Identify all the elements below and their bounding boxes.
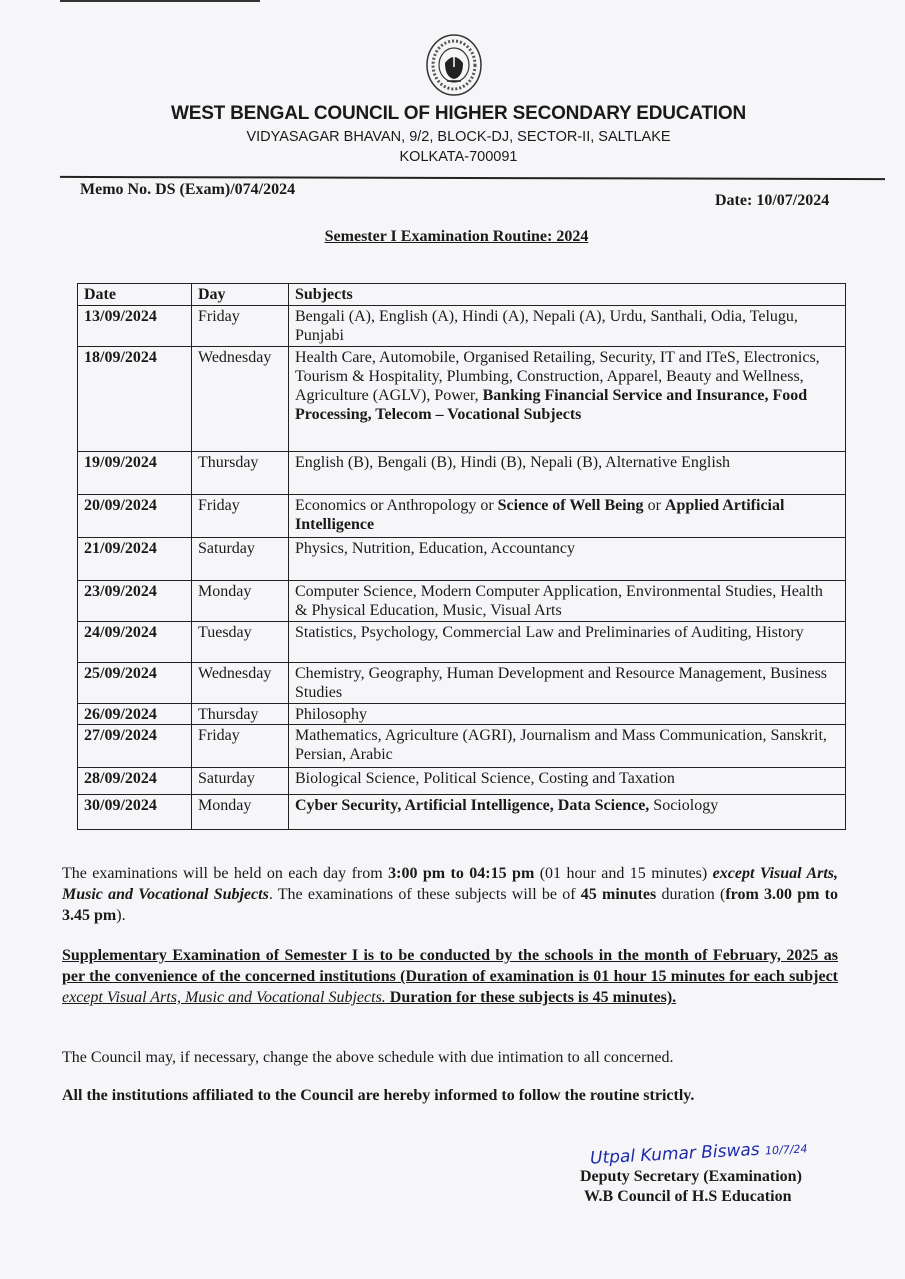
row-day: Monday [192, 581, 289, 622]
row-date: 20/09/2024 [78, 495, 192, 538]
table-row [78, 452, 846, 495]
table-row [78, 725, 846, 768]
row-day: Friday [192, 725, 289, 768]
timing-note: The examinations will be held on each day from 3:00 pm to 04:15 pm (01 hour and 15 minutes) except Visual Arts, Music and Vocational Subjects. The examinations of these subjects will be of 45 minutes duration (from 3.00 pm to 3.45 pm). [62, 865, 839, 924]
row-day: Wednesday [192, 347, 289, 452]
row-day: Friday [192, 495, 289, 538]
row-day: Monday [192, 795, 289, 830]
row-date: 13/09/2024 [78, 306, 192, 347]
row-subjects: Statistics, Psychology, Commercial Law and Preliminaries of Auditing, History [289, 622, 846, 663]
header-subjects: Subjects [289, 284, 846, 306]
row-date: 24/09/2024 [78, 622, 192, 663]
row-subjects: Bengali (A), English (A), Hindi (A), Nepali (A), Urdu, Santhali, Odia, Telugu, Punjabi [289, 306, 846, 347]
header-date: Date [78, 284, 192, 306]
signatory-org: W.B Council of H.S Education [584, 1188, 792, 1205]
table-row [78, 306, 846, 347]
row-subjects: Economics or Anthropology or Science of Well Being or Applied Artificial Intelligence [289, 495, 846, 538]
handwritten-signature: Utpal Kumar Biswas 10/7/24 [589, 1139, 808, 1169]
table-row [78, 768, 846, 795]
header-day: Day [192, 284, 289, 306]
row-date: 25/09/2024 [78, 663, 192, 704]
org-address-line1: VIDYASAGAR BHAVAN, 9/2, BLOCK-DJ, SECTOR-II, SALTLAKE [246, 129, 671, 145]
table-row [78, 581, 846, 622]
row-subjects: Mathematics, Agriculture (AGRI), Journalism and Mass Communication, Sanskrit, Persian, Arabic [289, 725, 846, 768]
row-day: Thursday [192, 452, 289, 495]
row-date: 30/09/2024 [78, 795, 192, 830]
header-divider [60, 176, 885, 180]
supplementary-note: Supplementary Examination of Semester I is to be conducted by the schools in the month of February, 2025 as per the convenience of the concerned institutions (Duration of examination is 01 hour 15 minutes for each subject except Visual Arts, Music and Vocational Subjects. Duration for these subjects is 45 minutes). [62, 947, 838, 1006]
row-date: 18/09/2024 [78, 347, 192, 452]
row-date: 23/09/2024 [78, 581, 192, 622]
row-subjects: Cyber Security, Artificial Intelligence, Data Science, Sociology [289, 795, 846, 830]
row-day: Friday [192, 306, 289, 347]
org-name: WEST BENGAL COUNCIL OF HIGHER SECONDARY EDUCATION [170, 103, 746, 124]
row-date: 27/09/2024 [78, 725, 192, 768]
row-day: Wednesday [192, 663, 289, 704]
compliance-notice: All the institutions affiliated to the Council are hereby informed to follow the routine strictly. [62, 1087, 695, 1104]
row-subjects: Health Care, Automobile, Organised Retailing, Security, IT and ITeS, Electronics, Tourism & Hospitality, Plumbing, Construction, Apparel, Beauty and Wellness, Agriculture (AGLV), Power, Banking Financial Service and Insurance, Food Processing, Telecom – Vocational Subjects [289, 347, 846, 452]
row-subjects: Physics, Nutrition, Education, Accountancy [289, 538, 846, 581]
row-day: Saturday [192, 538, 289, 581]
routine-table-body [78, 306, 846, 830]
change-notice: The Council may, if necessary, change the above schedule with due intimation to all concerned. [62, 1049, 674, 1066]
row-day: Saturday [192, 768, 289, 795]
row-subjects: English (B), Bengali (B), Hindi (B), Nepali (B), Alternative English [289, 452, 846, 495]
row-date: 21/09/2024 [78, 538, 192, 581]
row-date: 26/09/2024 [78, 704, 192, 725]
row-subjects: Philosophy [289, 704, 846, 725]
row-date: 28/09/2024 [78, 768, 192, 795]
memo-number: Memo No. DS (Exam)/074/2024 [80, 181, 296, 198]
signatory-title: Deputy Secretary (Examination) [580, 1168, 802, 1185]
row-subjects: Biological Science, Political Science, Costing and Taxation [289, 768, 846, 795]
table-row [78, 795, 846, 830]
row-day: Thursday [192, 704, 289, 725]
row-date: 19/09/2024 [78, 452, 192, 495]
org-address-line2: KOLKATA-700091 [399, 149, 518, 165]
table-row [78, 495, 846, 538]
table-row [78, 704, 846, 725]
table-row [78, 347, 846, 452]
table-row [78, 622, 846, 663]
wbchse-emblem-icon [425, 33, 483, 97]
document-title: Semester I Examination Routine: 2024 [324, 228, 589, 245]
row-subjects: Chemistry, Geography, Human Development and Resource Management, Business Studies [289, 663, 846, 704]
routine-table [77, 283, 846, 830]
table-header-row [78, 284, 846, 306]
row-day: Tuesday [192, 622, 289, 663]
scan-edge-mark [60, 0, 260, 2]
row-subjects: Computer Science, Modern Computer Application, Environmental Studies, Health & Physical Education, Music, Visual Arts [289, 581, 846, 622]
table-row [78, 538, 846, 581]
table-row [78, 663, 846, 704]
memo-date: Date: 10/07/2024 [715, 192, 830, 209]
